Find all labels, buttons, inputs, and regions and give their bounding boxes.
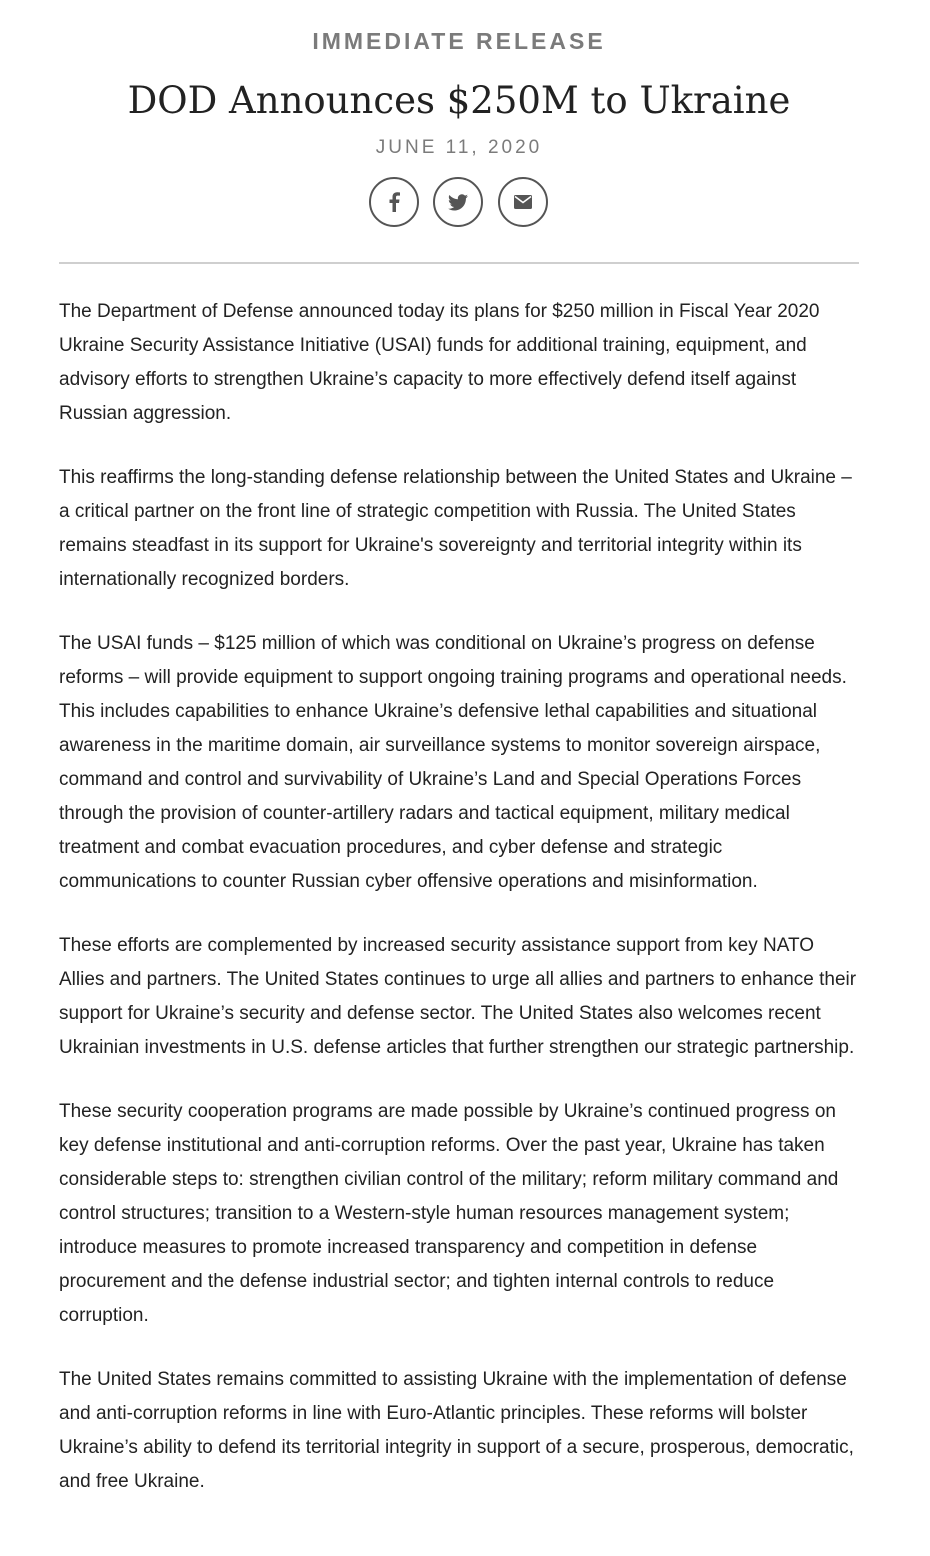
article-paragraph: These efforts are complemented by increased security assistance support from key NATO Allies and partners. The United States continues to urge all allies and partners to enhance their support for Ukraine’s security and defense sector. The United States also welcomes recent Ukrainian investments in U.S. defense articles that further strengthen our strategic partnership. [59, 935, 857, 1058]
facebook-icon [388, 192, 400, 212]
page-title: DOD Announces $250M to Ukraine [127, 79, 791, 122]
publish-date: JUNE 11, 2020 [375, 137, 543, 158]
share-twitter-button[interactable] [433, 177, 483, 227]
article-paragraph: The United States remains committed to assisting Ukraine with the implementation of defense and anti-corruption reforms in line with Euro-Atlantic principles. These reforms will bolster Ukraine’s ability to defend its territorial integrity in support of a secure, prosperous, democratic, and free Ukraine. [59, 1369, 854, 1492]
article-paragraph: The Department of Defense announced today its plans for $250 million in Fiscal Year 2020 Ukraine Security Assistance Initiative (USAI) funds for additional training, equipment, and advisory efforts to strengthen Ukraine’s capacity to more effectively defend itself against Russian aggression. [59, 301, 820, 424]
share-facebook-button[interactable] [369, 177, 419, 227]
article-body [59, 295, 859, 1529]
twitter-icon [448, 194, 468, 211]
release-type-label: IMMEDIATE RELEASE [312, 28, 606, 54]
article-paragraph: The USAI funds – $125 million of which was conditional on Ukraine’s progress on defense reforms – will provide equipment to support ongoing training programs and operational needs. This includes capabilities to enhance Ukraine’s defensive lethal capabilities and situational awareness in the maritime domain, air surveillance systems to monitor sovereign airspace, command and control and survivability of Ukraine’s Land and Special Operations Forces through the provision of counter-artillery radars and tactical equipment, military medical treatment and combat evacuation procedures, and cyber defense and strategic communications to counter Russian cyber offensive operations and misinformation. [59, 633, 847, 892]
share-email-button[interactable] [498, 177, 548, 227]
header-divider [59, 262, 859, 264]
article-paragraph: These security cooperation programs are made possible by Ukraine’s continued progress on key defense institutional and anti-corruption reforms. Over the past year, Ukraine has taken considerable steps to: strengthen civilian control of the military; reform military command and control structures; transition to a Western-style human resources management system; introduce measures to promote increased transparency and competition in defense procurement and the defense industrial sector; and tighten internal controls to reduce corruption. [59, 1101, 839, 1326]
share-buttons [369, 177, 551, 229]
article-paragraph: This reaffirms the long-standing defense relationship between the United States and Ukraine – a critical partner on the front line of strategic competition with Russia. The United States remains steadfast in its support for Ukraine's sovereignty and territorial integrity within its internationally recognized borders. [59, 467, 852, 590]
envelope-icon [514, 195, 532, 209]
